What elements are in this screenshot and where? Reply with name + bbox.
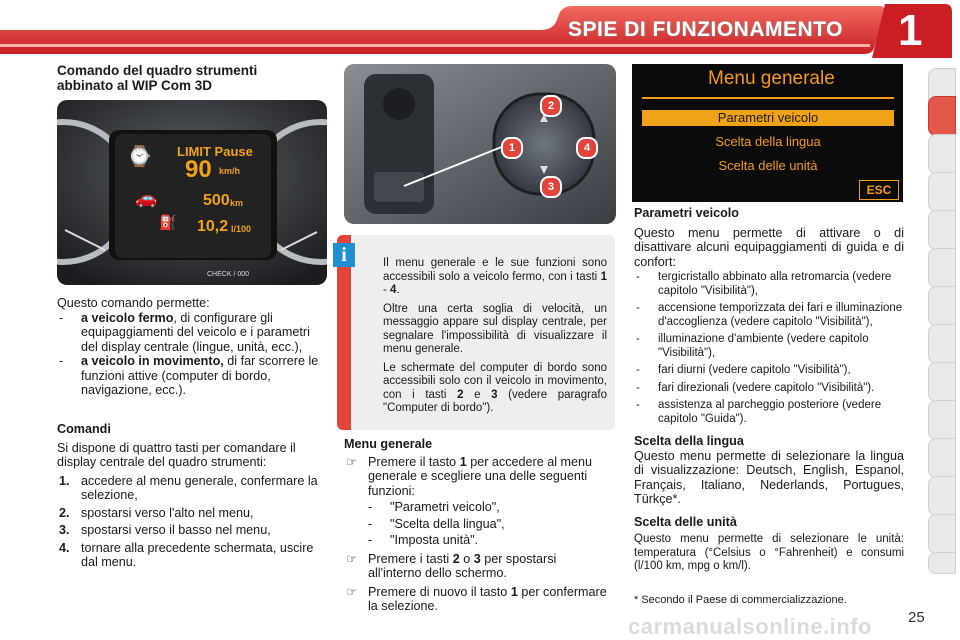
cluster-graphic [57,100,327,285]
info-box [337,235,615,430]
chapter-tab[interactable] [928,514,956,554]
chapter-tab[interactable] [928,552,956,574]
step-item: ☞ Premere il tasto 1 per accedere al menu generale e scegliere una delle seguenti funzioni: [346,454,593,498]
commands-title: Comandi [57,422,111,436]
menu-title: Menu generale [344,437,433,451]
arrow-icon: ☞ [346,454,358,469]
command-item: 3. spostarsi verso il basso nel menu, [59,523,271,537]
info-paragraph: Oltre una certa soglia di velocità, un messaggio appare sul display centrale, per segnalare l'impossibilità di visualizzare il menu generale. [383,302,607,355]
info-text [383,257,607,416]
page-title: SPIE DI FUNZIONAMENTO [568,18,843,41]
key-4-marker: 4 [576,137,598,159]
bullet-item: - a veicolo fermo, di configurare gli equipaggiamenti del veicolo e i parametri del display centrale (lingue, unità, ecc.), [59,310,310,354]
chapter-tab[interactable] [928,438,956,478]
footnote: * Secondo il Paese di commercializzazione. [634,594,847,606]
esc-button[interactable]: ESC [859,180,899,200]
chapter-tab-active[interactable] [928,96,956,136]
bullet-item: - a veicolo in movimento, di far scorrere le funzioni attive (computer di bordo, navigazione, ecc.). [59,354,319,397]
left-intro-block [57,296,327,398]
arrow-icon: ☞ [346,584,358,599]
screen-item[interactable]: Scelta della lingua [715,134,821,149]
section-title: Comando del quadro strumenti abbinato al WIP Com 3D [57,63,258,93]
step-item: ☞ Premere i tasti 2 o 3 per spostarsi all'interno dello schermo. [346,551,557,580]
screen-divider [642,97,894,99]
info-paragraph: Il menu generale e le sue funzioni sono accessibili solo a veicolo fermo, con i tasti 1 - 4. [383,257,607,296]
display-limit: LIMIT Pause [177,144,253,159]
unit-title: Scelta delle unità [634,514,737,529]
sub-item: - "Imposta unità". [368,533,479,547]
screen-title: Menu generale [708,68,835,89]
chapter-number: 1 [898,6,923,55]
menu-steps-block [344,437,610,614]
display-range-unit: km [230,198,244,208]
display-consumption: 10,2 [197,218,229,235]
param-item: - fari diurni (vedere capitolo "Visibilità"), [636,364,851,376]
watermark: carmanualsonline.info [628,614,872,639]
chapter-tab[interactable] [928,362,956,402]
page-header [0,0,960,62]
lang-text: Questo menu permette di selezionare la lingua di visualizzazione: Deutsch, English, Espanol, Français, Italiano, Nederlands, Portugues, Türkçe*. [634,448,904,506]
arrow-icon: ☞ [346,551,358,566]
sub-list [344,500,610,548]
display-speed-unit: km/h [219,166,241,176]
chapter-tab[interactable] [928,476,956,516]
key-3-marker: 3 [540,176,562,198]
speed-limit-icon: ⌚ [127,146,152,168]
commands-block [57,422,329,570]
chapter-tab[interactable] [928,172,956,212]
step-item: ☞ Premere di nuovo il tasto 1 per confermare la selezione. [346,584,607,613]
chapter-tab[interactable] [928,324,956,364]
fuel-icon: ⛽ [159,214,177,230]
param-item: - assistenza al parcheggio posteriore (vedere capitolo "Guida"). [636,399,882,425]
command-item: 1. accedere al menu generale, confermare la selezione, [59,473,318,502]
lang-title: Scelta della lingua [634,434,744,448]
key-1-marker: 1 [501,137,523,159]
param-title: Parametri veicolo [634,206,739,220]
unit-text: Questo menu permette di selezionare le unità: temperatura (°Celsius o °Fahrenheit) e consumi (l/100 km, mpg o km/l). [634,533,904,572]
intro-text: Questo comando permette: [57,296,210,310]
car-icon: 🚗 [135,188,158,208]
display-range: 500 [203,192,230,209]
display-consumption-unit: l/100 [231,224,252,234]
key-2-marker: 2 [540,95,562,117]
param-intro: Questo menu permette di attivare o di disattivare alcuni equipaggiamenti di guida e di confort: [634,225,904,269]
sub-item: - "Scelta della lingua", [368,516,505,531]
chapter-tab[interactable] [928,210,956,250]
instrument-cluster-image [57,100,327,285]
page-number: 25 [908,609,925,626]
command-item: 4. tornare alla precedente schermata, uscire dal menu. [59,540,314,569]
sub-item: - "Parametri veicolo", [368,500,500,514]
info-icon: i [333,243,355,267]
chapter-tab[interactable] [928,134,956,174]
commands-intro: Si dispone di quattro tasti per comandare il display centrale del quadro strumenti: [57,440,296,469]
param-item: - tergicristallo abbinato alla retromarcia (vedere capitolo "Visibilità"), [636,271,892,297]
display-footer: CHECK / 000 [207,271,250,278]
command-item: 2. spostarsi verso l'alto nel menu, [59,505,254,520]
param-item: - fari direzionali (vedere capitolo "Visibilità"). [636,381,875,394]
chapter-tab[interactable] [928,400,956,440]
menu-screen [632,64,903,202]
chapter-tab[interactable] [928,286,956,326]
screen-item-selected[interactable]: Parametri veicolo [642,110,894,126]
info-paragraph: Le schermate del computer di bordo sono accessibili solo con il veicolo in movimento, con i tasti 2 e 3 (vedere paragrafo "Computer di bordo"). [383,361,607,414]
screen-item[interactable]: Scelta delle unità [718,158,818,173]
steering-controls-image [344,64,616,224]
param-item: - illuminazione d'ambiente (vedere capitolo "Visibilità"), [636,333,869,359]
param-item: - accensione temporizzata dei fari e illuminazione d'accoglienza (vedere capitolo "Visibilità"), [636,302,903,328]
right-text-block [634,206,904,574]
chapter-tab[interactable] [928,248,956,288]
display-speed: 90 [185,156,212,183]
